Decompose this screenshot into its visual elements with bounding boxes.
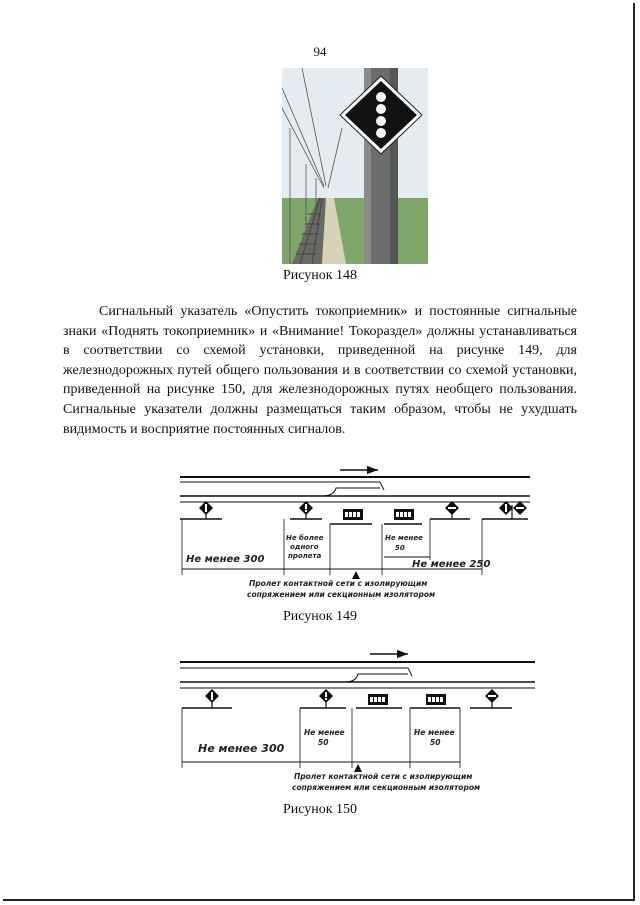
lower-pantograph-indicator	[343, 509, 363, 520]
raise-pantograph-sign	[199, 501, 213, 519]
lower-pantograph-indicator	[368, 694, 388, 705]
raise-pantograph-sign	[499, 501, 527, 519]
figure-150-labels	[198, 728, 480, 792]
attention-neutral-section-sign	[485, 689, 499, 708]
fig149-span-note-2: сопряжением или секционным изолятором	[247, 590, 436, 599]
fig149-min300: Не менее 300	[186, 554, 265, 565]
fig150-min50b-2: 50	[430, 738, 441, 747]
attention-neutral-section-sign	[445, 501, 459, 519]
fig150-min300: Не менее 300	[198, 742, 285, 755]
fig150-span-note-2: сопряжением или секционным изолятором	[292, 783, 481, 792]
fig149-min250: Не менее 250	[412, 559, 491, 570]
attention-neutral-section-sign	[319, 689, 333, 708]
fig149-span-note-1: Пролет контактной сети с изолирующим	[249, 579, 428, 588]
figure-149-labels	[186, 534, 490, 599]
lower-pantograph-indicator	[394, 509, 414, 520]
fig149-max-one-span-1: Не более	[286, 534, 324, 542]
raise-pantograph-sign	[205, 689, 219, 708]
fig150-span-note-1: Пролет контактной сети с изолирующим	[294, 772, 473, 781]
fig150-min50a-2: 50	[318, 738, 329, 747]
fig149-max-one-span-2: одного	[290, 543, 319, 551]
page-number: 94	[313, 44, 327, 59]
figure-148-caption: Рисунок 148	[282, 268, 358, 283]
fig149-max-one-span-3: пролета	[288, 552, 322, 560]
body-paragraph-text: Сигнальный указатель «Опустить токоприемник» и постоянные сигнальные знаки «Поднять токоприемник» и «Внимание! Токораздел» должны устанавливаться в соответствии со схемой установки, приведенной на рисунке 149, для железнодорожных путей общего пользования и в соответствии со схемой установки, приведенной на рисунке 150, для железнодорожных путях необщего пользования. Сигнальные указатели должны размещаться таким образом, чтобы не ухудшать видимость и восприятие постоянных сигналов.	[63, 304, 577, 437]
attention-neutral-section-sign	[299, 501, 313, 519]
fig150-min50a-1: Не менее	[304, 728, 345, 737]
fig149-min50-2: 50	[395, 544, 405, 552]
fig149-min50-1: Не менее	[385, 534, 423, 542]
lower-pantograph-indicator	[426, 694, 446, 705]
figure-150-caption: Рисунок 150	[282, 802, 358, 817]
figure-149-caption: Рисунок 149	[282, 609, 358, 624]
fig150-min50b-1: Не менее	[414, 728, 455, 737]
